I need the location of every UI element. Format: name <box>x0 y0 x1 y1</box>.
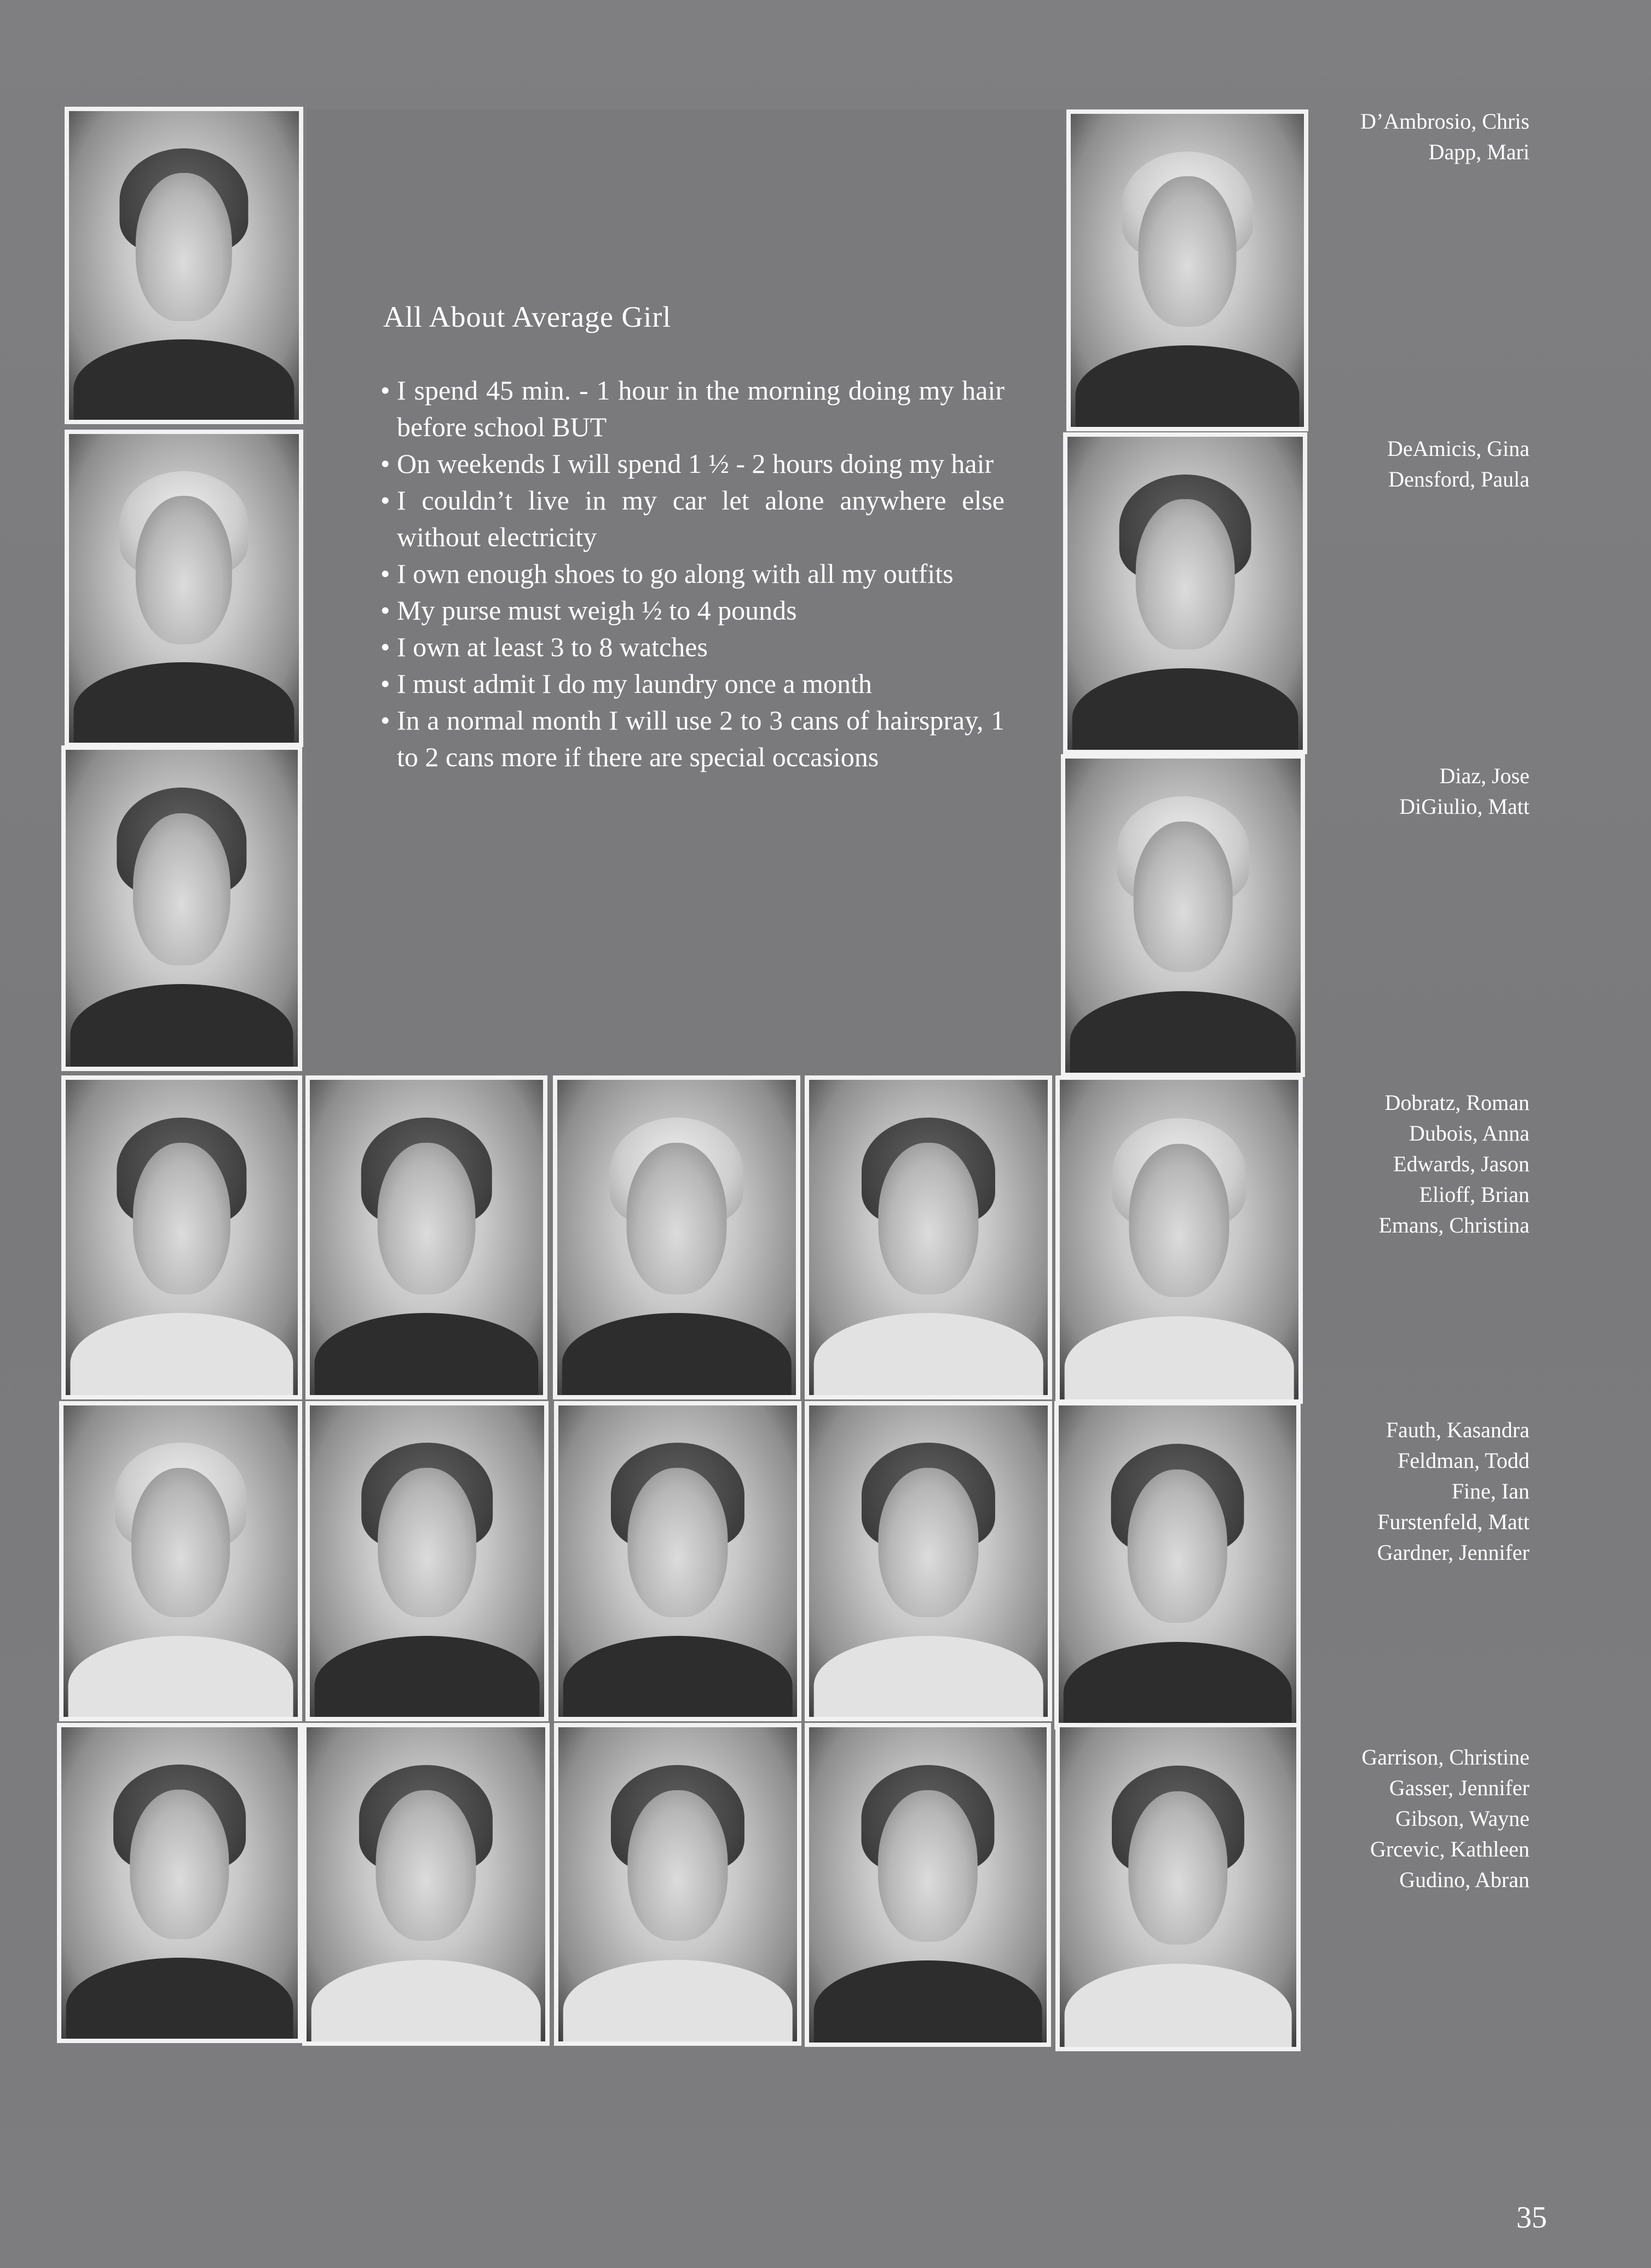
portrait-gardner-jennifer <box>1054 1401 1301 1729</box>
portrait-dapp-mari <box>1066 109 1308 431</box>
student-name: Garrison, Christine <box>1361 1745 1529 1769</box>
name-group-5 <box>1377 1415 1529 1568</box>
portrait-gibson-wayne <box>554 1723 801 2046</box>
list-item: • I own at least 3 to 8 watches <box>380 632 708 662</box>
page-number: 35 <box>1516 2201 1547 2235</box>
list-item: • I must admit I do my laundry once a month <box>380 668 872 699</box>
student-name: Gibson, Wayne <box>1395 1806 1529 1831</box>
student-name: Emans, Christina <box>1378 1213 1529 1237</box>
portrait-furstenfeld-matt <box>805 1401 1052 1721</box>
portrait-garrison-christine <box>57 1723 302 2043</box>
list-item: • I spend 45 min. - 1 hour in the morning doing my hair before school BUT <box>380 375 1005 442</box>
list-item: • I couldn’t live in my car let alone anywhere else without electricity <box>380 485 1005 552</box>
student-name: Grcevic, Kathleen <box>1370 1837 1529 1861</box>
list-item: • In a normal month I will use 2 to 3 cans of hairspray, 1 to 2 cans more if there are special occasions <box>380 705 1005 772</box>
sidebar-title: All About Average Girl <box>383 300 672 333</box>
student-name: Dobratz, Roman <box>1384 1090 1529 1115</box>
portrait-digiulio-matt <box>1061 754 1305 1077</box>
portrait-dobratz-roman <box>61 1075 302 1399</box>
student-name: Elioff, Brian <box>1419 1182 1529 1207</box>
student-name: Diaz, Jose <box>1439 763 1529 788</box>
sidebar-bullet-list <box>380 372 1005 776</box>
portrait-densford-paula <box>1063 432 1307 754</box>
portrait-edwards-jason <box>553 1075 800 1399</box>
portrait-gudino-abran <box>1055 1723 1301 2051</box>
student-name: DiGiulio, Matt <box>1399 794 1529 819</box>
student-name: Gudino, Abran <box>1399 1867 1529 1892</box>
student-name: Densford, Paula <box>1388 467 1529 491</box>
portrait-deamicis-gina <box>65 430 303 747</box>
portrait-dambrosio-chris <box>65 107 303 424</box>
portrait-feldman-todd <box>305 1401 549 1721</box>
portrait-gasser-jennifer <box>302 1723 550 2046</box>
student-name: Edwards, Jason <box>1393 1152 1529 1176</box>
student-name: Furstenfeld, Matt <box>1377 1509 1529 1534</box>
name-group-6 <box>1361 1742 1529 1895</box>
portrait-elioff-brian <box>805 1075 1052 1399</box>
portrait-fauth-kasandra <box>59 1401 302 1721</box>
student-name: Feldman, Todd <box>1398 1448 1529 1473</box>
student-name: Fine, Ian <box>1451 1479 1529 1503</box>
name-group-4 <box>1378 1087 1529 1241</box>
student-name: D’Ambrosio, Chris <box>1360 109 1529 134</box>
student-name: DeAmicis, Gina <box>1387 436 1529 461</box>
student-name: Fauth, Kasandra <box>1386 1418 1529 1442</box>
list-item: • On weekends I will spend 1 ½ - 2 hours doing my hair <box>380 448 994 479</box>
portrait-emans-christina <box>1055 1075 1303 1404</box>
student-name: Gardner, Jennifer <box>1377 1540 1529 1565</box>
student-name: Dubois, Anna <box>1409 1121 1529 1145</box>
name-group-2 <box>1387 433 1529 495</box>
name-group-1 <box>1360 106 1529 167</box>
list-item: • My purse must weigh ½ to 4 pounds <box>380 595 797 626</box>
portrait-dubois-anna <box>305 1075 547 1399</box>
list-item: • I own enough shoes to go along with all my outfits <box>380 558 954 589</box>
portrait-fine-ian <box>554 1401 801 1721</box>
name-group-3 <box>1399 761 1529 822</box>
student-name: Dapp, Mari <box>1428 140 1529 164</box>
portrait-diaz-jose <box>61 745 302 1071</box>
student-name: Gasser, Jennifer <box>1389 1775 1529 1800</box>
portrait-grcevic-kathleen <box>805 1723 1051 2047</box>
